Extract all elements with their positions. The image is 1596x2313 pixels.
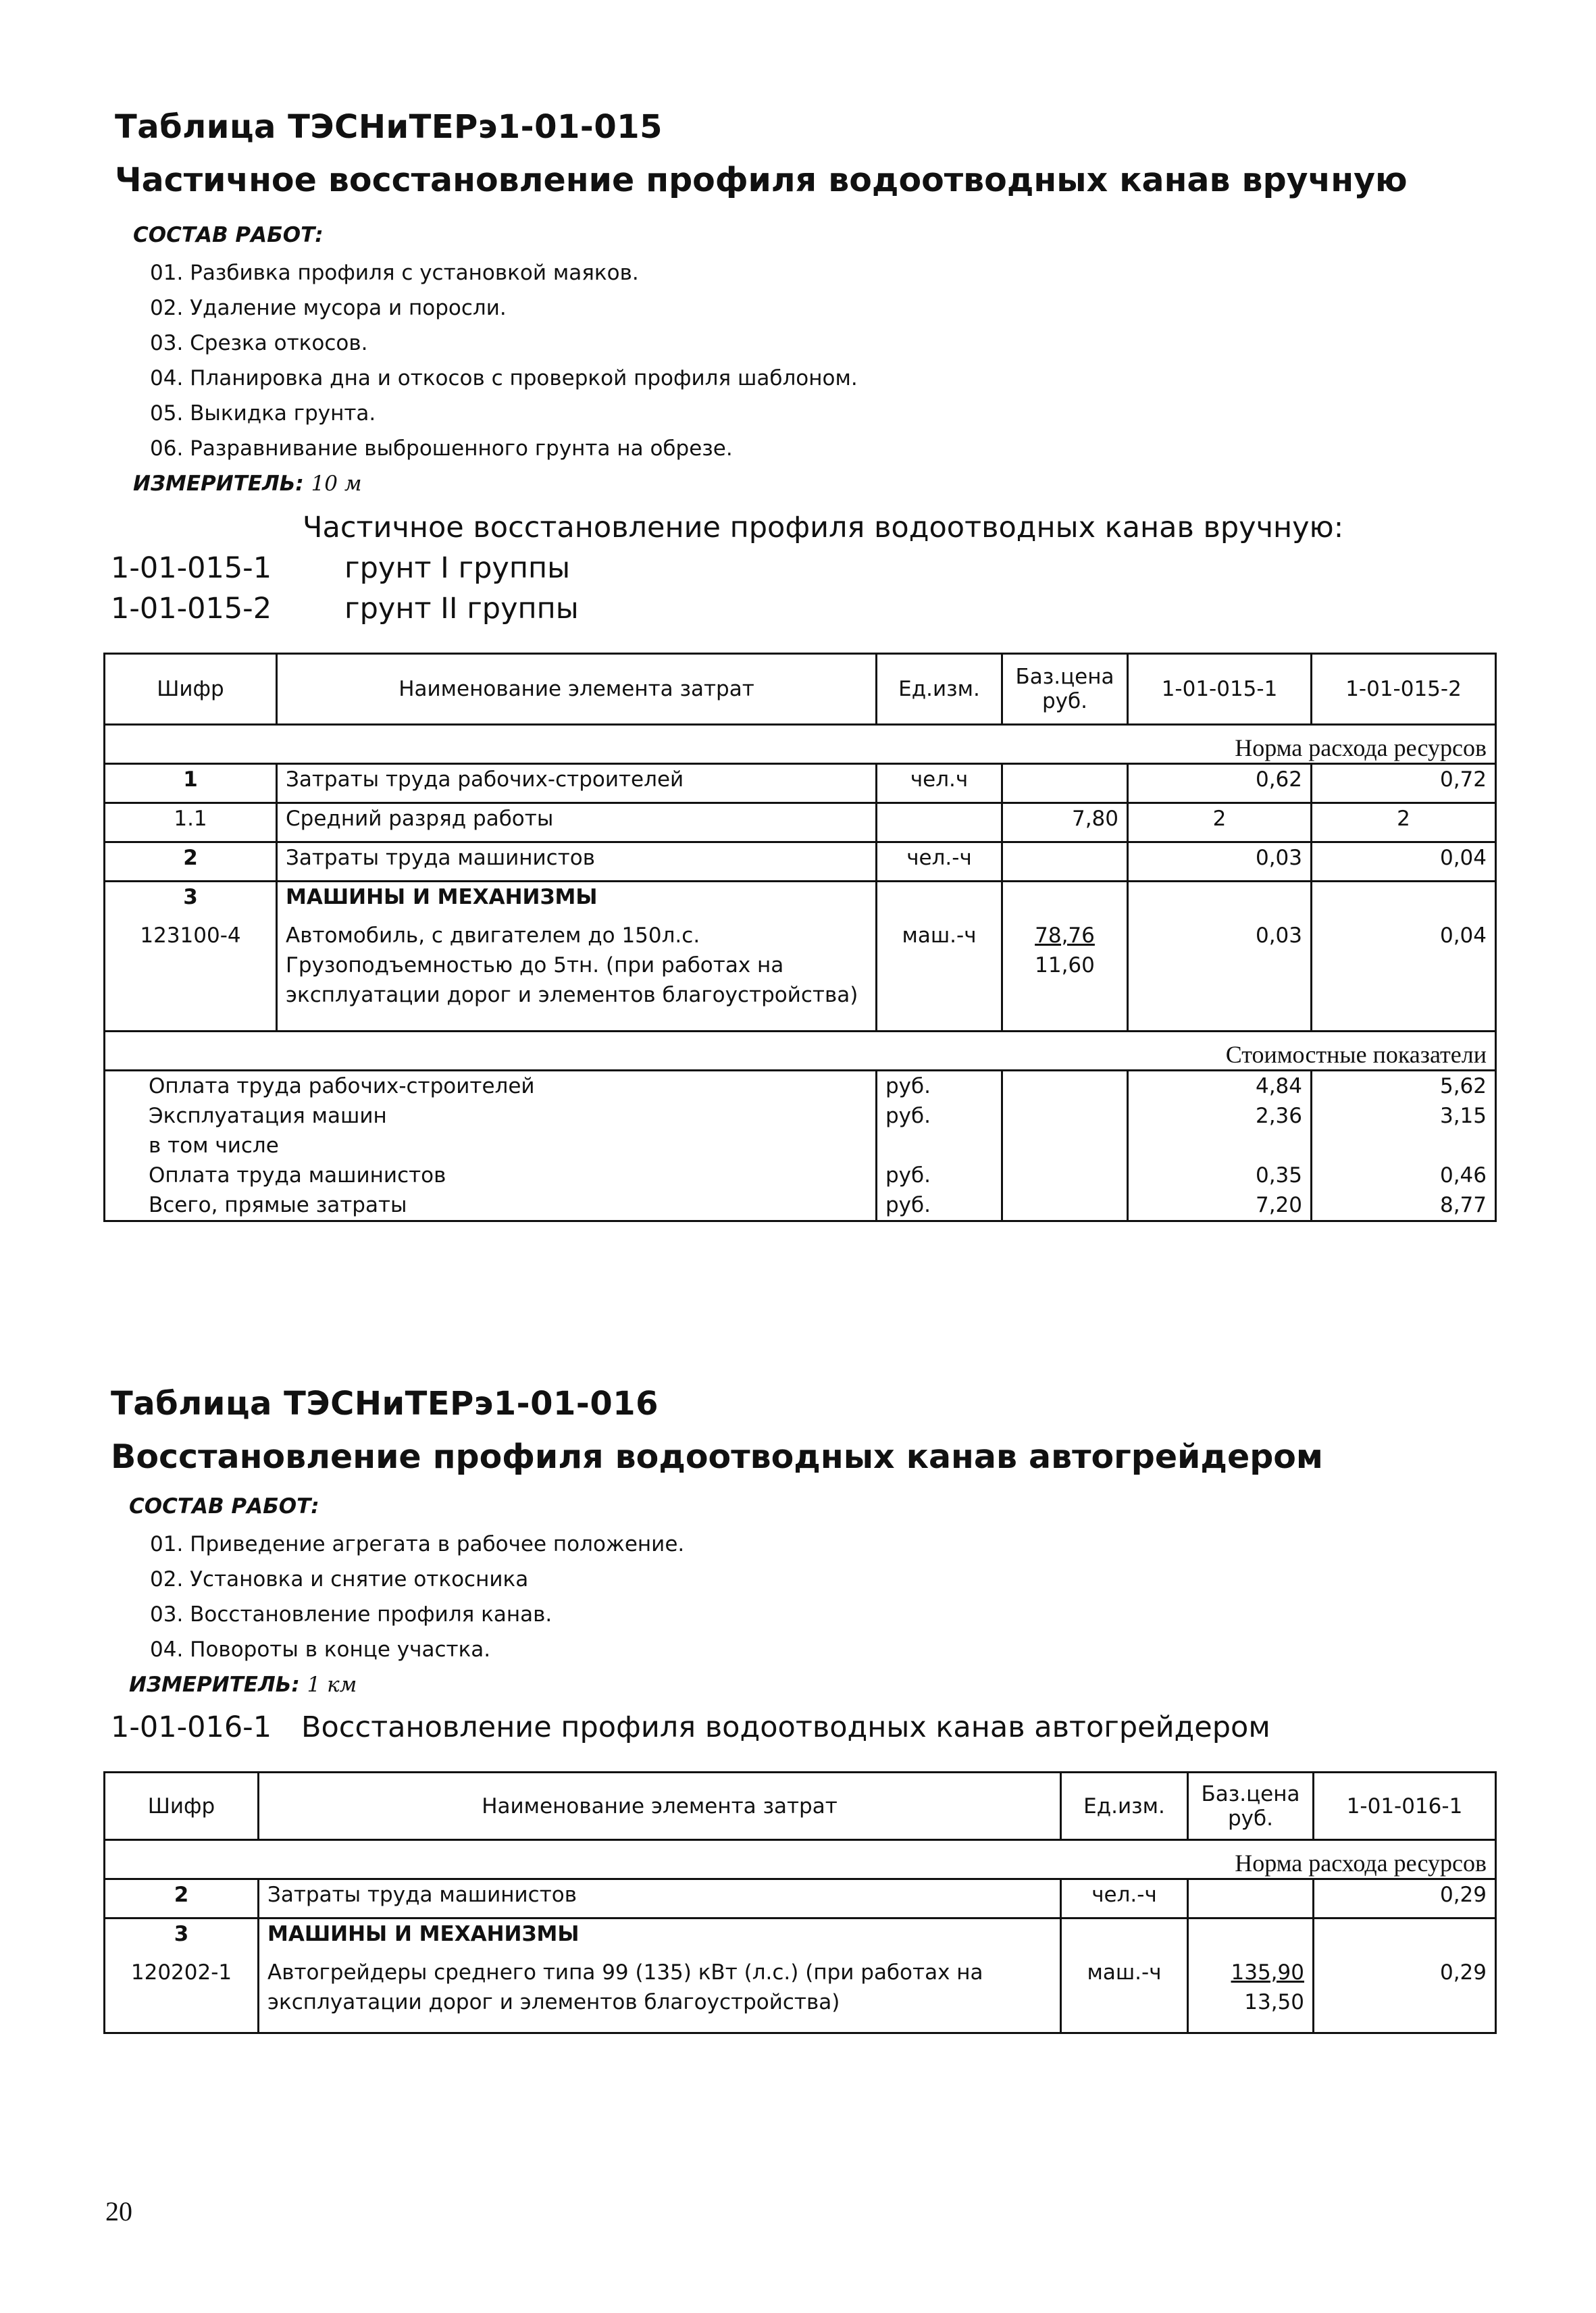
row-name: Средний разряд работы <box>277 803 877 842</box>
table2-subtitle: Восстановление профиля водоотводных канав автогрейдером <box>111 1438 1323 1476</box>
head-price: Баз.цена руб. <box>1002 654 1128 725</box>
code-1-01-015-1: 1-01-015-1 <box>111 551 272 585</box>
row-shifr: 1 <box>105 764 277 803</box>
cost-unit <box>885 1131 993 1161</box>
table1-works-list <box>150 255 858 466</box>
cost-unit: руб. <box>885 1074 931 1098</box>
cost-unit: руб. <box>885 1193 931 1217</box>
row-name: Затраты труда рабочих-строителей <box>277 764 877 803</box>
row-shifr: 1.1 <box>105 803 277 842</box>
table-row <box>105 1879 1496 1918</box>
row-value-2: 2 <box>1312 803 1496 842</box>
row-unit: чел.ч <box>877 764 1002 803</box>
head-code-1: 1-01-016-1 <box>1314 1773 1496 1840</box>
name-line: Грузоподъемностью до 5тн. (при работах на <box>286 952 784 977</box>
cost-label: Оплата труда машинистов <box>149 1163 446 1188</box>
table-row <box>105 842 1496 882</box>
row-unit: маш.-ч <box>1061 1958 1188 2033</box>
stoim-row <box>105 1032 1496 1071</box>
cost-label: в том числе <box>149 1134 279 1158</box>
table1-title: Таблица ТЭСНиТЕРэ1-01-015 <box>115 108 663 146</box>
row-unit <box>877 803 1002 842</box>
table-row <box>105 803 1496 842</box>
cost-label: Оплата труда рабочих-строителей <box>149 1074 535 1098</box>
name-line: эксплуатации дорог и элементов благоустройства) <box>286 982 858 1007</box>
cost-value: 8,77 <box>1439 1193 1487 1217</box>
cost-value <box>1137 1131 1302 1161</box>
row-unit: маш.-ч <box>877 921 1002 1032</box>
work-item: 04. Планировка дна и откосов с проверкой профиля шаблоном. <box>150 366 858 390</box>
row-shifr: 2 <box>105 842 277 882</box>
table1 <box>103 653 1497 1222</box>
cost-label: Всего, прямые затраты <box>149 1193 407 1217</box>
row-price <box>1188 1918 1314 1958</box>
code-name: грунт I группы <box>344 551 571 585</box>
cost-label: Эксплуатация машин <box>149 1104 387 1128</box>
row-price <box>1188 1879 1314 1918</box>
cost-value: 2,36 <box>1255 1104 1302 1128</box>
izm-value: 10 м <box>311 472 362 496</box>
cost-value: 5,62 <box>1439 1074 1487 1098</box>
row-unit <box>1061 1918 1188 1958</box>
row-value-1: 0,62 <box>1128 764 1312 803</box>
work-item: 06. Разравнивание выброшенного грунта на обрезе. <box>150 436 733 461</box>
head-code-2: 1-01-015-2 <box>1312 654 1496 725</box>
cost-block <box>105 1071 1496 1221</box>
row-name <box>259 1958 1061 2033</box>
table-row <box>105 1918 1496 1958</box>
code-name: Восстановление профиля водоотводных канав автогрейдером <box>301 1710 1270 1744</box>
table1-sostav-label: СОСТАВ РАБОТ: <box>133 223 324 247</box>
row-price <box>1188 1958 1314 2033</box>
norma-row <box>105 1840 1496 1879</box>
table-row <box>105 882 1496 921</box>
work-item: 02. Удаление мусора и поросли. <box>150 296 507 320</box>
machine-row <box>105 1958 1496 2033</box>
cost-value: 0,46 <box>1439 1163 1487 1188</box>
head-shifr: Шифр <box>105 654 277 725</box>
row-price <box>1002 842 1128 882</box>
row-name: Затраты труда машинистов <box>259 1879 1061 1918</box>
cost-values-1 <box>1128 1071 1312 1221</box>
row-value-1: 0,29 <box>1314 1958 1496 2033</box>
izm-label: ИЗМЕРИТЕЛЬ: <box>133 472 304 496</box>
name-line: эксплуатации дорог и элементов благоустройства) <box>267 1989 840 2014</box>
row-value-1: 0,03 <box>1128 842 1312 882</box>
cost-value: 4,84 <box>1255 1074 1302 1098</box>
row-shifr: 3 <box>105 1918 259 1958</box>
row-price <box>1002 764 1128 803</box>
head-shifr: Шифр <box>105 1773 259 1840</box>
work-item: 03. Восстановление профиля канав. <box>150 1602 552 1627</box>
row-name: МАШИНЫ И МЕХАНИЗМЫ <box>259 1918 1061 1958</box>
row-value-1: 2 <box>1128 803 1312 842</box>
name-line: Автомобиль, с двигателем до 150л.с. <box>286 923 700 948</box>
row-shifr: 123100-4 <box>105 921 277 1032</box>
table2-sostav-label: СОСТАВ РАБОТ: <box>129 1494 319 1519</box>
cost-value <box>1320 1131 1487 1161</box>
cost-units <box>877 1071 1002 1221</box>
table2-header-row <box>105 1773 1496 1840</box>
cost-unit: руб. <box>885 1104 931 1128</box>
table2 <box>103 1771 1497 2034</box>
head-name: Наименование элемента затрат <box>259 1773 1061 1840</box>
row-value-1 <box>1128 882 1312 921</box>
page-number: 20 <box>105 2196 132 2227</box>
price-bottom: 13,50 <box>1244 1989 1304 2014</box>
izm-value: 1 км <box>307 1673 357 1697</box>
table2-works-list <box>150 1527 684 1667</box>
table-row <box>105 764 1496 803</box>
row-unit: чел.-ч <box>877 842 1002 882</box>
row-value-2: 0,04 <box>1312 842 1496 882</box>
row-unit: чел.-ч <box>1061 1879 1188 1918</box>
work-item: 02. Установка и снятие откосника <box>150 1567 529 1592</box>
price-top: 135,90 <box>1231 1960 1304 1985</box>
table1-izm <box>133 472 362 496</box>
table2-izm <box>129 1673 357 1697</box>
cost-values-2 <box>1312 1071 1496 1221</box>
row-shifr: 2 <box>105 1879 259 1918</box>
row-name <box>277 921 877 1032</box>
work-item: 05. Выкидка грунта. <box>150 401 376 426</box>
work-item: 01. Разбивка профиля с установкой маяков. <box>150 261 639 285</box>
row-unit <box>877 882 1002 921</box>
row-name: МАШИНЫ И МЕХАНИЗМЫ <box>277 882 877 921</box>
code-1-01-015-2: 1-01-015-2 <box>111 592 272 626</box>
cost-value: 7,20 <box>1255 1193 1302 1217</box>
cost-labels <box>105 1071 877 1221</box>
row-value-1: 0,29 <box>1314 1879 1496 1918</box>
row-value-1 <box>1314 1918 1496 1958</box>
table1-header-row <box>105 654 1496 725</box>
head-unit: Ед.изм. <box>1061 1773 1188 1840</box>
work-item: 04. Повороты в конце участка. <box>150 1637 491 1662</box>
norma-label: Норма расхода ресурсов <box>105 725 1496 764</box>
row-value-2: 0,72 <box>1312 764 1496 803</box>
izm-label: ИЗМЕРИТЕЛЬ: <box>129 1673 300 1697</box>
row-price <box>1002 921 1128 1032</box>
code-1-01-016-1: 1-01-016-1 <box>111 1710 272 1744</box>
work-item: 03. Срезка откосов. <box>150 331 368 355</box>
row-shifr: 120202-1 <box>105 1958 259 2033</box>
norma-label: Норма расхода ресурсов <box>105 1840 1496 1879</box>
work-item: 01. Приведение агрегата в рабочее положение. <box>150 1532 685 1556</box>
machine-row <box>105 921 1496 1032</box>
row-name: Затраты труда машинистов <box>277 842 877 882</box>
head-code-1: 1-01-015-1 <box>1128 654 1312 725</box>
table1-group-title: Частичное восстановление профиля водоотводных канав вручную: <box>303 511 1344 544</box>
head-unit: Ед.изм. <box>877 654 1002 725</box>
norma-row <box>105 725 1496 764</box>
cost-unit: руб. <box>885 1163 931 1188</box>
table2-title: Таблица ТЭСНиТЕРэ1-01-016 <box>111 1385 659 1423</box>
head-price: Баз.цена руб. <box>1188 1773 1314 1840</box>
row-value-2: 0,04 <box>1312 921 1496 1032</box>
stoim-label: Стоимостные показатели <box>105 1032 1496 1071</box>
cost-value: 0,35 <box>1255 1163 1302 1188</box>
table1-subtitle: Частичное восстановление профиля водоотводных канав вручную <box>115 161 1408 199</box>
code-name: грунт II группы <box>344 592 579 626</box>
price-bottom: 11,60 <box>1035 952 1095 977</box>
cost-value: 3,15 <box>1439 1104 1487 1128</box>
head-name: Наименование элемента затрат <box>277 654 877 725</box>
row-value-2 <box>1312 882 1496 921</box>
cost-price-empty <box>1002 1071 1128 1221</box>
row-shifr: 3 <box>105 882 277 921</box>
price-top: 78,76 <box>1035 923 1095 948</box>
name-line: Автогрейдеры среднего типа 99 (135) кВт (л.с.) (при работах на <box>267 1960 983 1985</box>
row-price <box>1002 882 1128 921</box>
row-value-1: 0,03 <box>1128 921 1312 1032</box>
row-price: 7,80 <box>1002 803 1128 842</box>
